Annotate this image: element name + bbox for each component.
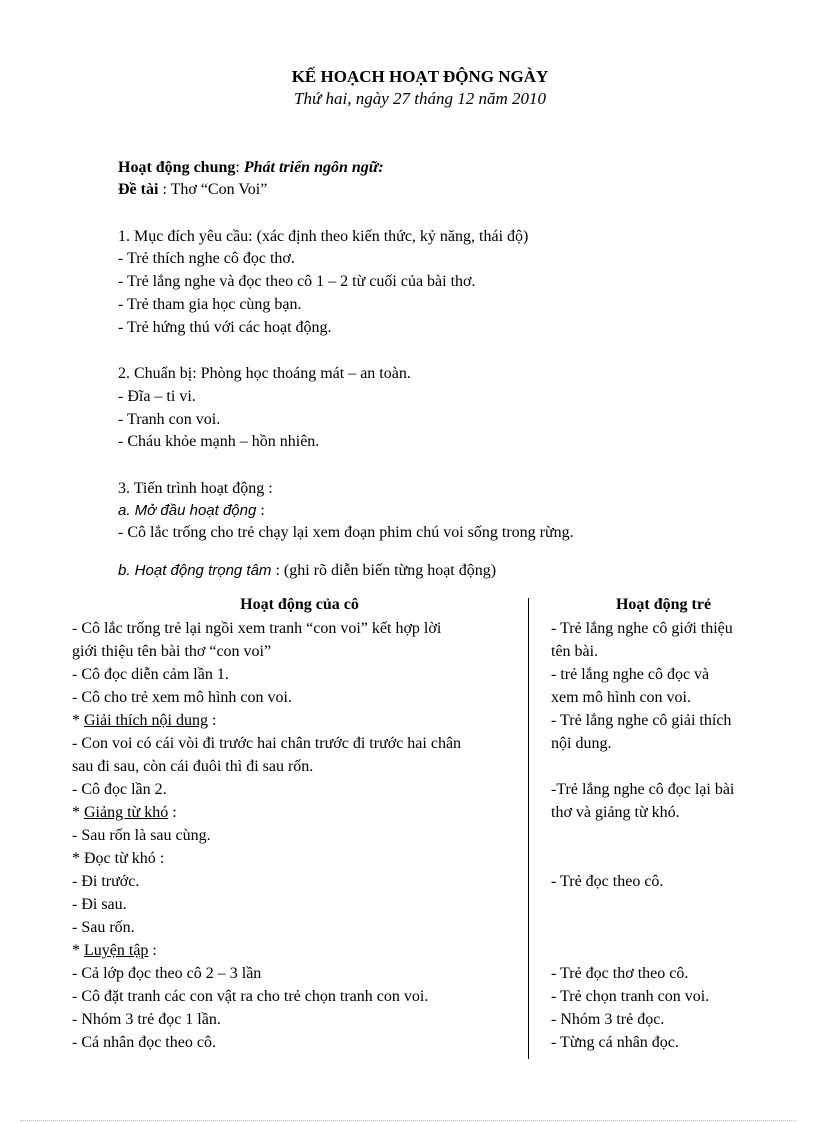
children-activity-line: xem mô hình con voi. <box>551 689 691 706</box>
teacher-activity-line <box>72 824 527 847</box>
line-text: - Đi sau. <box>72 896 127 913</box>
teacher-activity-line <box>72 985 527 1008</box>
section1-item: - Trẻ lắng nghe và đọc theo cô 1 – 2 từ cuối của bài thơ. <box>118 273 476 290</box>
line-text: - Cô cho trẻ xem mô hình con voi. <box>72 689 292 706</box>
activity-value: Phát triển ngôn ngữ: <box>243 159 384 176</box>
teacher-activity-line <box>72 1008 527 1031</box>
subheading-text: Giải thích nội dung <box>84 712 208 729</box>
teacher-activity-line <box>72 916 527 939</box>
teacher-activity-line <box>72 617 527 640</box>
children-activity-line: nội dung. <box>551 735 612 752</box>
children-activity-line: - Từng cá nhân đọc. <box>551 1034 679 1051</box>
section3-a-suffix: : <box>256 502 265 519</box>
section1-item: - Trẻ hứng thú với các hoạt động. <box>118 319 332 336</box>
line-text: sau đi sau, còn cái đuôi thì đi sau rốn. <box>72 758 314 775</box>
document-date: Thứ hai, ngày 27 tháng 12 năm 2010 <box>294 89 546 108</box>
children-activity-line: tên bài. <box>551 643 599 660</box>
line-prefix: * <box>72 712 84 729</box>
children-activity-line: - Trẻ lắng nghe cô giải thích <box>551 712 732 729</box>
section3-a-line <box>118 501 265 521</box>
section1-item: - Trẻ thích nghe cô đọc thơ. <box>118 250 295 267</box>
section3-heading: 3. Tiến trình hoạt động : <box>118 480 273 497</box>
teacher-activity-line <box>72 709 527 732</box>
column-divider <box>528 598 529 1059</box>
document-title: KẾ HOẠCH HOẠT ĐỘNG NGÀY <box>291 67 549 86</box>
activity-line <box>118 158 384 178</box>
line-text: - Cô đọc diễn cảm lần 1. <box>72 666 229 683</box>
children-activity-line: - trẻ lắng nghe cô đọc và <box>551 666 710 683</box>
line-text: - Sau rốn. <box>72 919 135 936</box>
subheading-text: Giảng từ khó <box>84 804 169 821</box>
section1-item: - Trẻ tham gia học cùng bạn. <box>118 296 302 313</box>
section2-item: - Cháu khỏe mạnh – hồn nhiên. <box>118 433 320 450</box>
activity-label: Hoạt động chung <box>118 159 236 176</box>
children-activity-line: - Trẻ chọn tranh con voi. <box>551 988 710 1005</box>
children-activity-line: - Trẻ đọc thơ theo cô. <box>551 965 689 982</box>
teacher-column-header: Hoạt động của cô <box>240 596 359 613</box>
line-text: giới thiệu tên bài thơ “con voi” <box>72 643 272 660</box>
teacher-activity-line <box>72 847 527 870</box>
children-activity-line: -Trẻ lắng nghe cô đọc lại bài <box>551 781 735 798</box>
line-text: - Cô đặt tranh các con vật ra cho trẻ chọn tranh con voi. <box>72 988 429 1005</box>
children-column-header: Hoạt động trẻ <box>615 596 712 613</box>
teacher-activity-line <box>72 663 527 686</box>
activity-sep: : <box>235 159 244 176</box>
teacher-activity-line <box>72 686 527 709</box>
teacher-activity-line <box>72 801 527 824</box>
section2-item: - Đĩa – ti vi. <box>118 388 196 405</box>
topic-line <box>118 180 267 200</box>
topic-value: : Thơ “Con Voi” <box>158 181 268 198</box>
section1-heading: 1. Mục đích yêu cầu: (xác định theo kiến thức, kỷ năng, thái độ) <box>118 228 529 245</box>
teacher-activity-line <box>72 732 527 755</box>
section2-heading: 2. Chuẩn bị: Phòng học thoáng mát – an toàn. <box>118 365 411 382</box>
children-activity-line: - Nhóm 3 trẻ đọc. <box>551 1011 665 1028</box>
topic-label: Đề tài <box>118 181 159 198</box>
page-bottom-rule <box>20 1120 796 1121</box>
teacher-activity-line <box>72 1031 527 1054</box>
teacher-activity-line <box>72 962 527 985</box>
children-activity-line: - Trẻ lắng nghe cô giới thiệu <box>551 620 733 637</box>
children-activity-line: - Trẻ đọc theo cô. <box>551 873 664 890</box>
section2-item: - Tranh con voi. <box>118 411 221 428</box>
section3-b-line <box>118 561 496 581</box>
line-text: - Con voi có cái vòi đi trước hai chân trước đi trước hai chân <box>72 735 462 752</box>
teacher-activity-line <box>72 893 527 916</box>
line-text: - Cả lớp đọc theo cô 2 – 3 lần <box>72 965 262 982</box>
line-text: - Cô lắc trống trẻ lại ngồi xem tranh “con voi” kết hợp lời <box>72 620 442 637</box>
section3-b-label: b. Hoạt động trọng tâm <box>118 562 272 579</box>
teacher-activity-line <box>72 640 527 663</box>
subheading-text: Luyện tập <box>84 942 149 959</box>
line-text: - Cô đọc lần 2. <box>72 781 167 798</box>
section3-a-item: - Cô lắc trống cho trẻ chạy lại xem đoạn phim chú voi sống trong rừng. <box>118 524 574 541</box>
line-text: - Cá nhân đọc theo cô. <box>72 1034 216 1051</box>
line-prefix: * <box>72 804 84 821</box>
line-suffix: : <box>168 804 177 821</box>
line-suffix: : <box>148 942 157 959</box>
section3-b-suffix: : (ghi rõ diễn biến từng hoạt động) <box>271 562 497 579</box>
teacher-activity-line <box>72 778 527 801</box>
line-prefix: * <box>72 942 84 959</box>
children-activity-line: thơ và giảng từ khó. <box>551 804 680 821</box>
line-text: * Đọc từ khó : <box>72 850 165 867</box>
teacher-activity-line <box>72 755 527 778</box>
line-suffix: : <box>207 712 217 729</box>
line-text: - Nhóm 3 trẻ đọc 1 lần. <box>72 1011 221 1028</box>
line-text: - Đi trước. <box>72 873 140 890</box>
teacher-activity-line <box>72 870 527 893</box>
line-text: - Sau rốn là sau cùng. <box>72 827 211 844</box>
section3-a-label: a. Mở đầu hoạt động <box>118 502 257 519</box>
teacher-activity-line <box>72 939 527 962</box>
